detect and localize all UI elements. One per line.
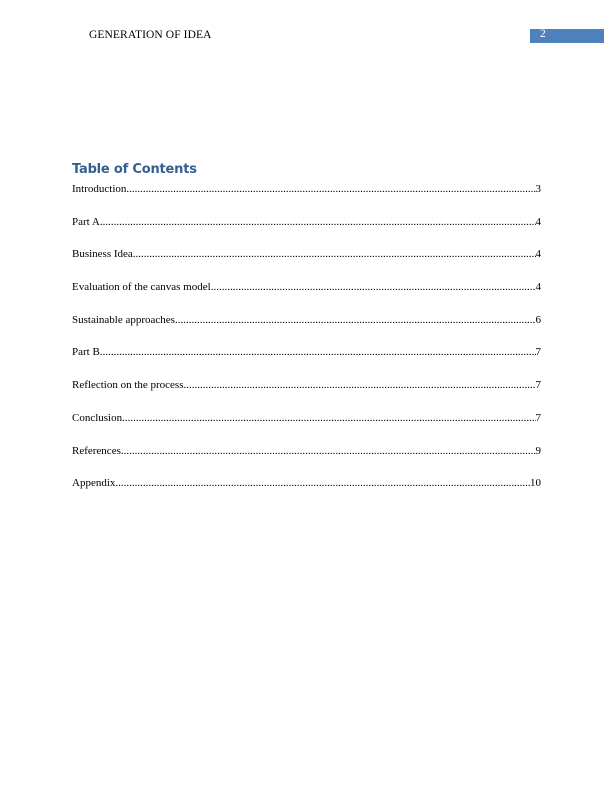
table-of-contents [72,182,541,509]
toc-entry-page: 7 [535,379,541,392]
toc-entry-page: 6 [535,313,541,326]
toc-dot-leader [115,476,530,490]
toc-entry-title: Conclusion [72,411,123,424]
toc-entry-sustainable-approaches[interactable] [72,313,541,346]
toc-entry-title: Business Idea [72,248,133,261]
toc-entry-page: 7 [535,411,541,424]
toc-entry-page: 7 [535,346,541,359]
toc-entry-page: 4 [535,248,541,261]
toc-dot-leader [175,313,536,327]
toc-entry-business-idea[interactable] [72,247,541,280]
toc-entry-page: 10 [530,477,541,490]
toc-entry-title: Reflection on the process [72,379,184,392]
toc-entry-title: Introduction [72,183,127,195]
toc-entry-page: 3 [535,183,541,195]
toc-entry-appendix[interactable] [72,476,541,509]
toc-dot-leader [100,215,536,229]
toc-entry-reflection-process[interactable] [72,378,541,411]
toc-entry-conclusion[interactable] [72,411,541,444]
toc-dot-leader [121,444,536,458]
toc-entry-title: References [72,444,121,457]
toc-entry-title: Part B [72,346,100,359]
toc-dot-leader [211,280,536,294]
toc-entry-part-b[interactable] [72,345,541,378]
toc-entry-part-a[interactable] [72,215,541,248]
toc-entry-title: Sustainable approaches [72,313,175,326]
toc-dot-leader [133,247,536,261]
toc-entry-page: 9 [535,444,541,457]
toc-dot-leader [126,182,535,196]
running-head: GENERATION OF IDEA [89,29,212,41]
toc-entry-evaluation-canvas-model[interactable] [72,280,541,313]
toc-entry-title: Evaluation of the canvas model [72,281,211,294]
page-number: 2 [540,28,546,40]
toc-entry-title: Part A [72,215,100,228]
toc-dot-leader [122,411,535,425]
toc-dot-leader [184,378,536,392]
toc-entry-introduction[interactable] [72,182,541,215]
toc-entry-page: 4 [535,281,541,294]
toc-entry-title: Appendix [72,477,116,490]
toc-entry-references[interactable] [72,444,541,477]
page-number-box [530,29,604,43]
toc-dot-leader [100,345,536,359]
toc-entry-page: 4 [535,215,541,228]
toc-heading: Table of Contents [72,162,197,177]
